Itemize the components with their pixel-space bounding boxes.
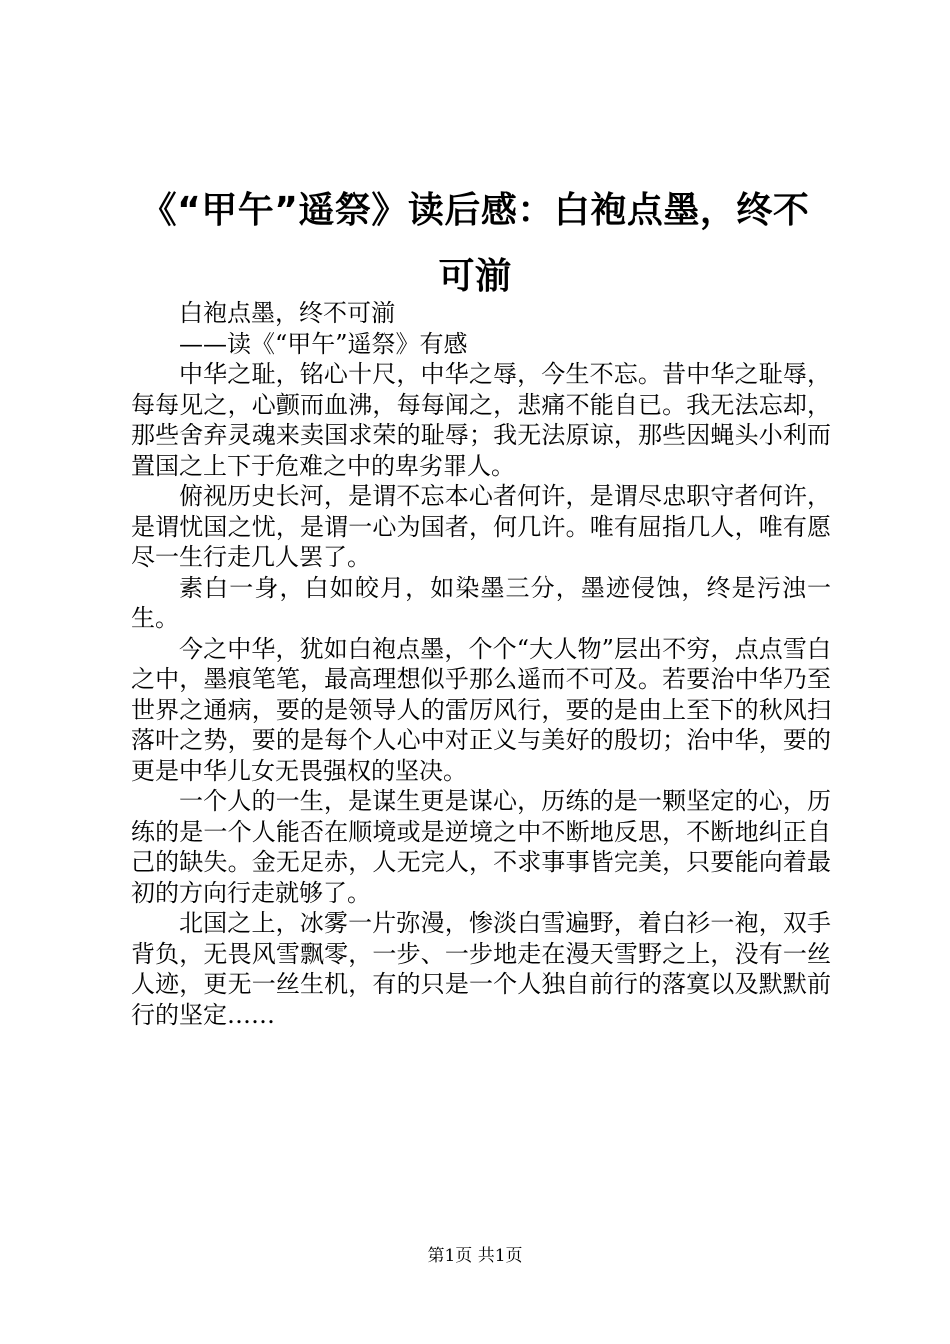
body-paragraph: 一个人的一生，是谋生更是谋心，历练的是一颗坚定的心，历练的是一个人能否在顺境或是逆境之中不断地反思，不断地纠正自己的缺失。金无足赤，人无完人，不求事事皆完美，只要能向着最初的方向行走就够了。 (131, 787, 831, 907)
subtitle-line: 白袍点墨，终不可湔 (179, 299, 395, 327)
body-paragraph: 中华之耻，铭心十尺，中华之辱，今生不忘。昔中华之耻辱，每每见之，心颤而血沸，每每闻之，悲痛不能自已。我无法忘却，那些舍弃灵魂来卖国求荣的耻辱；我无法原谅，那些因蝇头小利而置国之上下于危难之中的卑劣罪人。 (131, 360, 831, 480)
document-body (131, 298, 831, 1030)
page-number-footer: 第1页 共1页 (427, 1246, 523, 1266)
body-paragraph: 今之中华，犹如白袍点墨，个个“大人物”层出不穷，点点雪白之中，墨痕笔笔，最高理想似乎那么遥而不可及。若要治中华乃至世界之通病，要的是领导人的雷厉风行，要的是由上至下的秋风扫落叶之势，要的是每个人心中对正义与美好的殷切；治中华，要的更是中华儿女无畏强权的坚决。 (131, 634, 831, 785)
body-paragraph: 素白一身，白如皎月，如染墨三分，墨迹侵蚀，终是污浊一生。 (131, 573, 831, 632)
body-paragraph: 俯视历史长河，是谓不忘本心者何许，是谓尽忠职守者何许，是谓忧国之忧，是谓一心为国者，何几许。唯有屈指几人，唯有愿尽一生行走几人罢了。 (131, 482, 831, 571)
document-title: 《“甲午”遥祭》读后感：白袍点墨，终不可湔 (140, 190, 810, 297)
subtitle-source-line: ——读《“甲午”遥祭》有感 (179, 329, 468, 358)
body-paragraph: 北国之上，冰雾一片弥漫，惨淡白雪遍野，着白衫一袍，双手背负，无畏风雪飘零，一步、一步地走在漫天雪野之上，没有一丝人迹，更无一丝生机，有的只是一个人独自前行的落寞以及默默前行的坚定…… (131, 909, 831, 1029)
